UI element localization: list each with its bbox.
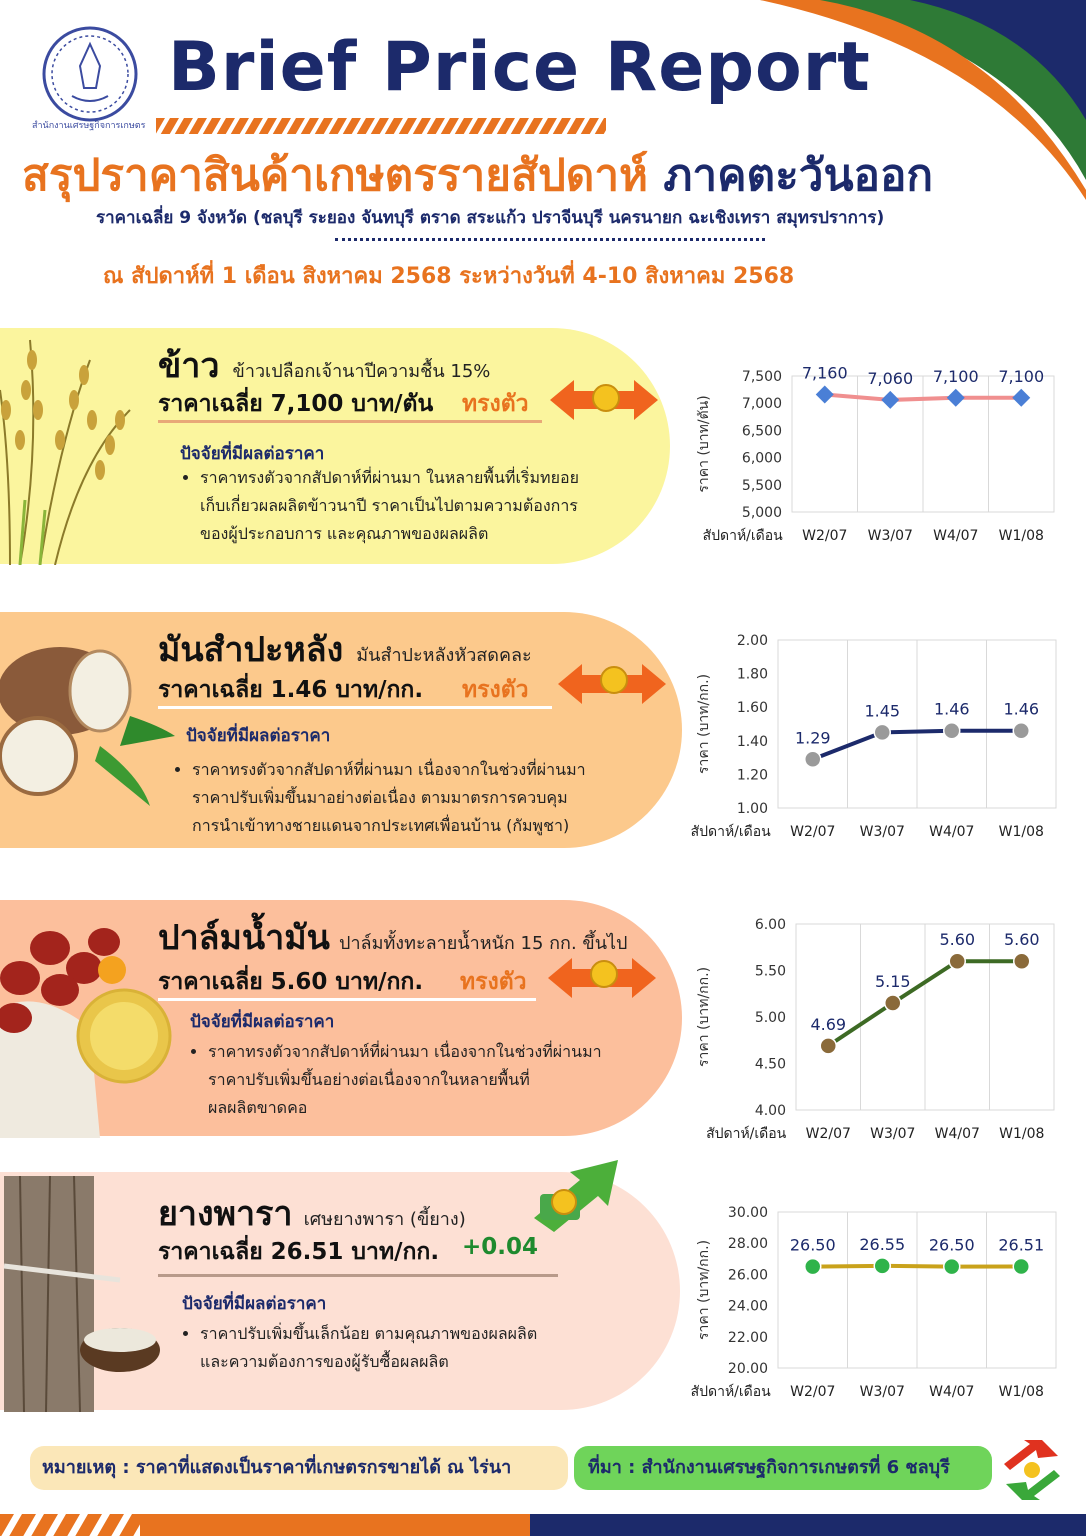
- cassava-price-chart: [680, 628, 1060, 838]
- x-tick-label: W3/07: [859, 824, 905, 840]
- x-tick-label: W3/07: [859, 1384, 905, 1400]
- palm-name: ปาล์มน้ำมัน: [158, 918, 330, 958]
- data-label: 7,100: [998, 366, 1045, 386]
- provinces-text: ราคาเฉลี่ย 9 จังหวัด (ชลบุรี ระยอง จันทบุรี ตราด สระแก้ว ปราจีนบุรี นครนายก ฉะเชิงเทรา สมุทรปราการ): [96, 208, 885, 228]
- x-tick-label: W4/07: [934, 1126, 980, 1142]
- y-tick-label: 7,500: [741, 369, 782, 385]
- y-tick-label: 6,000: [741, 450, 782, 467]
- x-tick-label: W2/07: [802, 528, 848, 544]
- palm-factor-heading: ปัจจัยที่มีผลต่อราคา: [190, 1012, 335, 1032]
- agency-seal-logo: [32, 26, 146, 131]
- data-point: [820, 1038, 836, 1054]
- palm-stable-arrow-icon: [548, 956, 656, 1000]
- rice-factor-item: เก็บเกี่ยวผลผลิตข้าวนาปี ราคาเป็นไปตามความต้องการ: [200, 496, 578, 515]
- rubber-price-chart: [680, 1200, 1060, 1410]
- y-tick-label: 20.00: [727, 1361, 768, 1377]
- data-point: [885, 995, 901, 1011]
- rice-price-chart: [680, 346, 1060, 556]
- cassava-image: [0, 636, 175, 811]
- rubber-factor-item: • ราคาปรับเพิ่มขึ้นเล็กน้อย ตามคุณภาพของผลผลิต: [200, 1320, 537, 1348]
- x-tick-label: W2/07: [790, 1384, 836, 1400]
- y-tick-label: 5,000: [741, 505, 782, 521]
- x-tick-label: W1/08: [999, 1126, 1045, 1142]
- subtitle-region: ภาคตะวันออก: [663, 150, 934, 201]
- x-tick-label: W4/07: [933, 528, 979, 544]
- rubber-desc: เศษยางพารา (ขี้ยาง): [303, 1209, 466, 1230]
- rice-avg-price: ราคาเฉลี่ย 7,100 บาท/ตัน: [158, 391, 434, 417]
- palm-factor-item: ผลผลิตขาดคอ: [208, 1098, 308, 1117]
- y-tick-label: 1.60: [736, 700, 768, 717]
- week-text: ณ สัปดาห์ที่ 1 เดือน สิงหาคม 2568 ระหว่างวันที่ 4-10 สิงหาคม 2568: [103, 264, 795, 289]
- subtitle-orange: สรุปราคาสินค้าเกษตรรายสัปดาห์: [22, 150, 649, 201]
- data-point: [944, 723, 960, 739]
- x-tick-label: W4/07: [929, 824, 975, 840]
- data-point: [949, 953, 965, 969]
- y-axis-label: ราคา (บาท/กก.): [696, 966, 712, 1068]
- note-box: หมายเหตุ : ราคาที่แสดงเป็นราคาที่เกษตรกรขายได้ ณ ไร่นา: [30, 1446, 568, 1490]
- rice-image: [0, 300, 150, 565]
- y-tick-label: 26.00: [727, 1267, 768, 1284]
- bottom-stripes: [0, 1514, 1086, 1536]
- cassava-name-row: [158, 622, 532, 676]
- cassava-factor-heading: ปัจจัยที่มีผลต่อราคา: [186, 726, 331, 746]
- data-point: [1014, 953, 1030, 969]
- data-label: 7,100: [932, 366, 979, 386]
- data-label: 1.46: [933, 699, 970, 719]
- y-tick-label: 1.80: [736, 666, 768, 683]
- x-tick-label: W3/07: [867, 528, 913, 544]
- y-tick-label: 2.00: [736, 633, 768, 649]
- exchange-arrows-icon: [1002, 1436, 1062, 1504]
- data-label: 1.46: [1003, 699, 1040, 719]
- x-axis-label: สัปดาห์/เดือน: [690, 1384, 771, 1400]
- y-tick-label: 30.00: [727, 1205, 768, 1221]
- data-label: 26.50: [789, 1235, 836, 1255]
- palm-desc: ปาล์มทั้งทะลายน้ำหนัก 15 กก. ขึ้นไป: [339, 933, 628, 954]
- y-tick-label: 6,500: [741, 423, 782, 440]
- cassava-avg-price: ราคาเฉลี่ย 1.46 บาท/กก.: [158, 677, 424, 703]
- report-subtitle: [22, 140, 933, 210]
- x-tick-label: W4/07: [929, 1384, 975, 1400]
- y-tick-label: 5.50: [754, 963, 786, 980]
- x-tick-label: W2/07: [805, 1126, 851, 1142]
- cassava-factor-item: การนำเข้าทางชายแดนจากประเทศเพื่อนบ้าน (กัมพูชา): [192, 816, 570, 835]
- palm-avg-price: ราคาเฉลี่ย 5.60 บาท/กก.: [158, 969, 424, 995]
- data-label: 26.55: [859, 1234, 906, 1254]
- y-tick-label: 1.20: [736, 767, 768, 784]
- series-line: [813, 1266, 1022, 1267]
- cassava-factor-item: ราคาปรับเพิ่มขึ้นมาอย่างต่อเนื่อง ตามมาตรการควบคุม: [192, 788, 568, 807]
- palm-factor-list: [186, 1038, 602, 1122]
- data-point: [1013, 1258, 1029, 1274]
- title-underline-stripes: [156, 118, 606, 134]
- x-axis-label: สัปดาห์/เดือน: [690, 824, 771, 840]
- rubber-avg-price: ราคาเฉลี่ย 26.51 บาท/กก.: [158, 1239, 440, 1265]
- rice-desc: ข้าวเปลือกเจ้านาปีความชื้น 15%: [232, 361, 491, 382]
- x-tick-label: W2/07: [790, 824, 836, 840]
- data-point: [944, 1259, 960, 1275]
- y-tick-label: 22.00: [727, 1329, 768, 1346]
- y-tick-label: 1.00: [736, 801, 768, 817]
- data-label: 5.60: [1003, 930, 1040, 950]
- rubber-factor-heading: ปัจจัยที่มีผลต่อราคา: [182, 1294, 327, 1314]
- palm-price-chart: [680, 910, 1060, 1142]
- data-label: 1.45: [864, 701, 901, 721]
- cassava-factor-item: • ราคาทรงตัวจากสัปดาห์ที่ผ่านมา เนื่องจากในช่วงที่ผ่านมา: [192, 756, 586, 784]
- rice-underline: [158, 420, 542, 423]
- data-point: [874, 1258, 890, 1274]
- data-point: [805, 1259, 821, 1275]
- data-label: 7,160: [801, 363, 848, 383]
- palm-factor-item: ราคาปรับเพิ่มขึ้นอย่างต่อเนื่องจากในหลายพื้นที่: [208, 1070, 530, 1089]
- y-tick-label: 28.00: [727, 1236, 768, 1253]
- rubber-trend: +0.04: [462, 1234, 539, 1260]
- rubber-up-arrow-icon: [528, 1158, 620, 1232]
- rice-trend: ทรงตัว: [462, 391, 529, 417]
- rubber-tree-image: [0, 1176, 170, 1412]
- palm-factor-item: • ราคาทรงตัวจากสัปดาห์ที่ผ่านมา เนื่องจากในช่วงที่ผ่านมา: [208, 1038, 602, 1066]
- y-tick-label: 7,000: [741, 396, 782, 413]
- rice-name: ข้าว: [158, 346, 220, 386]
- rice-factor-list: [178, 464, 579, 548]
- data-label: 4.69: [810, 1014, 847, 1034]
- data-label: 26.51: [998, 1235, 1045, 1255]
- x-axis-label: สัปดาห์/เดือน: [706, 1126, 787, 1142]
- provinces-divider: [335, 238, 765, 241]
- cassava-factor-list: [170, 756, 586, 840]
- rubber-name-row: [158, 1186, 466, 1240]
- y-axis-label: ราคา (บาท/ตัน): [696, 395, 712, 493]
- y-tick-label: 1.40: [736, 733, 768, 750]
- cassava-name: มันสำปะหลัง: [158, 630, 344, 670]
- data-point: [1013, 723, 1029, 739]
- data-label: 7,060: [867, 368, 914, 388]
- rice-factor-item: ของผู้ประกอบการ และคุณภาพของผลผลิต: [200, 524, 489, 543]
- cassava-trend: ทรงตัว: [462, 677, 529, 703]
- x-tick-label: W1/08: [998, 824, 1044, 840]
- data-label: 5.15: [874, 972, 911, 992]
- y-axis-label: ราคา (บาท/กก.): [696, 673, 712, 775]
- logo-text: สำนักงานเศรษฐกิจการเกษตร: [32, 121, 146, 131]
- palm-image: [0, 918, 180, 1138]
- rubber-factor-list: [178, 1320, 537, 1376]
- rubber-name: ยางพารา: [158, 1194, 293, 1234]
- rice-factor-item: • ราคาทรงตัวจากสัปดาห์ที่ผ่านมา ในหลายพื้นที่เริ่มทยอย: [200, 464, 579, 492]
- report-title: Brief Price Report: [168, 28, 871, 107]
- data-point: [805, 751, 821, 767]
- rice-stable-arrow-icon: [550, 378, 658, 422]
- data-label: 26.50: [928, 1235, 975, 1255]
- x-tick-label: W3/07: [870, 1126, 916, 1142]
- rice-factor-heading: ปัจจัยที่มีผลต่อราคา: [180, 444, 325, 464]
- y-tick-label: 24.00: [727, 1298, 768, 1315]
- y-tick-label: 4.50: [754, 1056, 786, 1073]
- data-label: 5.60: [939, 930, 976, 950]
- data-label: 1.29: [794, 728, 831, 748]
- x-axis-label: สัปดาห์/เดือน: [702, 528, 783, 544]
- rice-name-row: [158, 338, 490, 392]
- y-tick-label: 4.00: [754, 1103, 786, 1119]
- y-tick-label: 5,500: [741, 477, 782, 494]
- y-tick-label: 6.00: [754, 917, 786, 933]
- rubber-factor-item: และความต้องการของผู้รับซื้อผลผลิต: [200, 1352, 449, 1371]
- palm-underline: [158, 998, 536, 1001]
- x-tick-label: W1/08: [998, 1384, 1044, 1400]
- y-axis-label: ราคา (บาท/กก.): [696, 1239, 712, 1341]
- cassava-stable-arrow-icon: [558, 662, 666, 706]
- source-box: ที่มา : สำนักงานเศรษฐกิจการเกษตรที่ 6 ชลบุรี: [574, 1446, 992, 1490]
- cassava-desc: มันสำปะหลังหัวสดคละ: [356, 645, 532, 666]
- data-point: [874, 724, 890, 740]
- palm-trend: ทรงตัว: [460, 969, 527, 995]
- cassava-underline: [158, 706, 552, 709]
- x-tick-label: W1/08: [998, 528, 1044, 544]
- rubber-underline: [158, 1274, 558, 1277]
- y-tick-label: 5.00: [754, 1010, 786, 1026]
